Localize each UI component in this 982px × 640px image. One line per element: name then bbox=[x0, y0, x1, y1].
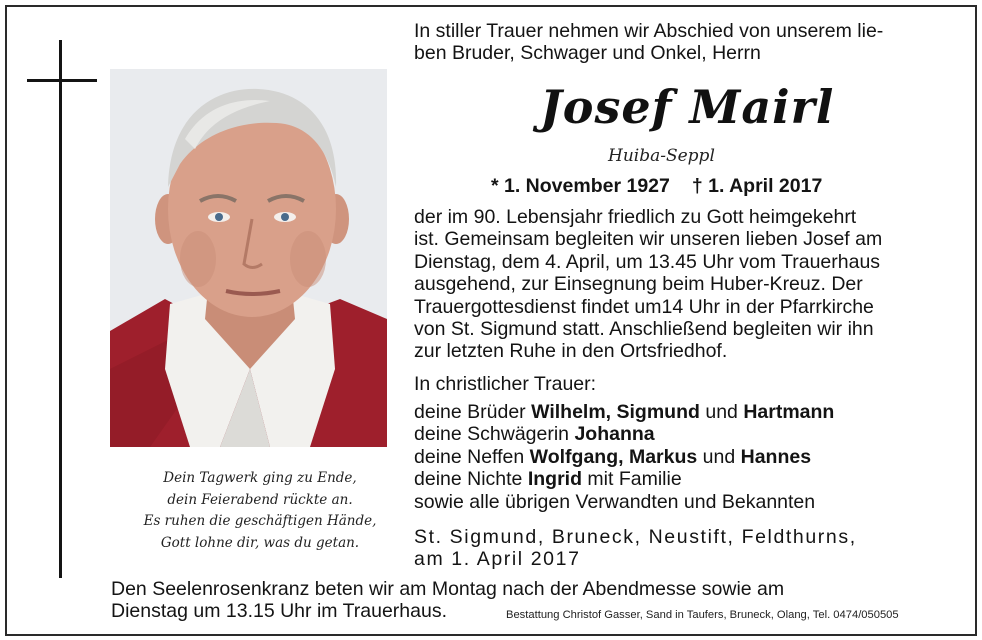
poem-line: Dein Tagwerk ging zu Ende, bbox=[163, 470, 357, 486]
poem-line: Gott lohne dir, was du getan. bbox=[160, 534, 360, 551]
family-list bbox=[414, 401, 834, 513]
poem-line: Es ruhen die geschäftigen Hände, bbox=[143, 513, 377, 529]
body-line: der im 90. Lebensjahr friedlich zu Gott heimgekehrt bbox=[414, 206, 857, 228]
nickname: Huiba-Seppl bbox=[608, 146, 715, 166]
family-nephews: deine Neffen Wolfgang, Markus und Hannes bbox=[414, 445, 812, 468]
poem bbox=[110, 468, 410, 554]
body-line: zur letzten Ruhe in den Ortsfriedhof. bbox=[414, 340, 728, 363]
rosary-line: Den Seelenrosenkranz beten wir am Montag nach der Abendmesse sowie am bbox=[111, 578, 785, 600]
family-sister-in-law: deine Schwägerin Johanna bbox=[414, 423, 655, 446]
family-brothers: deine Brüder Wilhelm, Sigmund und Hartmann bbox=[414, 401, 835, 423]
birth-date: * 1. November 1927 bbox=[491, 175, 670, 197]
funeral-home: Bestattung Christof Gasser, Sand in Taufers, Bruneck, Olang, Tel. 0474/050505 bbox=[506, 609, 899, 621]
body-line: ausgehend, zur Einsegnung beim Huber-Kreuz. Der bbox=[414, 273, 863, 296]
poem-line: dein Feierabend rückte an. bbox=[167, 491, 353, 508]
mourning-heading: In christlicher Trauer: bbox=[414, 373, 597, 395]
rosary-line: Dienstag um 13.15 Uhr im Trauerhaus. bbox=[111, 600, 447, 623]
portrait-photo bbox=[110, 69, 387, 447]
deceased-name: Josef Mairl bbox=[540, 80, 835, 134]
death-date: † 1. April 2017 bbox=[691, 175, 823, 197]
date-line: am 1. April 2017 bbox=[414, 548, 581, 571]
announcement-body bbox=[414, 206, 882, 363]
intro-line: In stiller Trauer nehmen wir Abschied von unserem lie- bbox=[414, 20, 884, 42]
family-niece: deine Nichte Ingrid mit Familie bbox=[414, 468, 682, 491]
place-line: St. Sigmund, Bruneck, Neustift, Feldthurns, bbox=[414, 526, 857, 548]
place-date bbox=[414, 526, 857, 571]
intro-line: ben Bruder, Schwager und Onkel, Herrn bbox=[414, 42, 761, 65]
body-line: ist. Gemeinsam begleiten wir unseren lieben Josef am bbox=[414, 228, 883, 251]
life-dates bbox=[491, 175, 822, 198]
cross-icon bbox=[59, 40, 62, 578]
family-others: sowie alle übrigen Verwandten und Bekannten bbox=[414, 490, 816, 513]
body-line: Trauergottesdienst findet um14 Uhr in der Pfarrkirche bbox=[414, 295, 874, 318]
body-line: von St. Sigmund statt. Anschließend begleiten wir ihn bbox=[414, 318, 874, 341]
cross-icon-bar bbox=[27, 79, 97, 82]
intro-text bbox=[414, 20, 883, 65]
body-line: Dienstag, dem 4. April, um 13.45 Uhr vom Trauerhaus bbox=[414, 250, 881, 273]
